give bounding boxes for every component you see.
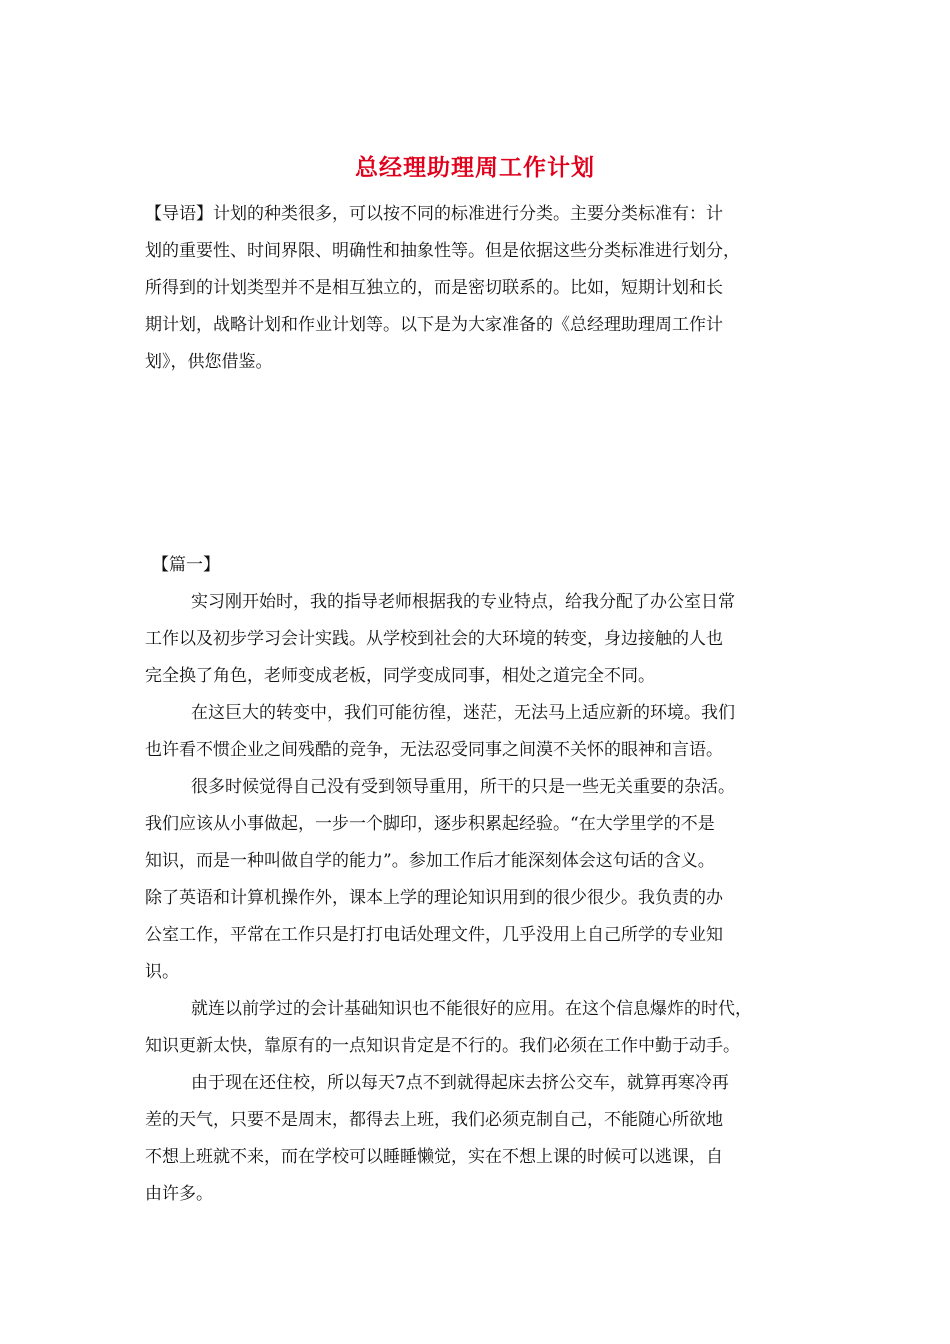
body-paragraph	[145, 991, 835, 1065]
intro-line: 【导语】计划的种类很多，可以按不同的标准进行分类。主要分类标准有：计	[145, 204, 723, 224]
paragraph-line: 由于现在还住校，所以每天7点不到就得起床去挤公交车，就算再寒冷再	[191, 1073, 729, 1093]
paragraph-line: 知识，而是一种叫做自学的能力”。参加工作后才能深刻体会这句话的含义。	[145, 851, 715, 871]
section-one	[145, 547, 835, 1213]
paragraph-line: 在这巨大的转变中，我们可能彷徨，迷茫，无法马上适应新的环境。我们	[191, 703, 735, 723]
intro-line: 划的重要性、时间界限、明确性和抽象性等。但是依据这些分类标准进行划分，	[145, 241, 740, 261]
paragraph-line: 除了英语和计算机操作外，课本上学的理论知识用到的很少很少。我负责的办	[145, 888, 723, 908]
page-title: 总经理助理周工作计划	[355, 154, 595, 181]
intro-line: 所得到的计划类型并不是相互独立的，而是密切联系的。比如，短期计划和长	[145, 278, 723, 298]
section-heading: 【篇一】	[152, 555, 220, 575]
paragraph-line: 完全换了角色，老师变成老板，同学变成同事，相处之道完全不同。	[145, 666, 655, 686]
paragraph-line: 知识更新太快，靠原有的一点知识肯定是不行的。我们必须在工作中勤于动手。	[145, 1036, 740, 1056]
body-paragraph	[145, 695, 835, 769]
paragraph-line: 不想上班就不来，而在学校可以睡睡懒觉，实在不想上课的时候可以逃课，自	[145, 1147, 723, 1167]
paragraph-line: 我们应该从小事做起，一步一个脚印，逐步积累起经验。“在大学里学的不是	[145, 814, 715, 834]
paragraph-line: 由许多。	[145, 1184, 213, 1204]
paragraph-line: 实习刚开始时，我的指导老师根据我的专业特点，给我分配了办公室日常	[191, 592, 735, 612]
intro-line: 划》，供您借鉴。	[145, 352, 273, 372]
intro-line: 期计划，战略计划和作业计划等。以下是为大家准备的《总经理助理周工作计	[145, 315, 723, 335]
paragraph-line: 很多时候觉得自己没有受到领导重用，所干的只是一些无关重要的杂活。	[191, 777, 735, 797]
paragraph-line: 公室工作，平常在工作只是打打电话处理文件，几乎没用上自己所学的专业知	[145, 925, 723, 945]
body-paragraph	[145, 769, 835, 991]
body-paragraph	[145, 1065, 835, 1213]
paragraph-line: 识。	[145, 962, 179, 982]
paragraph-line: 工作以及初步学习会计实践。从学校到社会的大环境的转变，身边接触的人也	[145, 629, 723, 649]
paragraph-line: 就连以前学过的会计基础知识也不能很好的应用。在这个信息爆炸的时代，	[191, 999, 752, 1019]
intro-paragraph	[145, 196, 835, 381]
paragraph-line: 差的天气，只要不是周末，都得去上班，我们必须克制自己，不能随心所欲地	[145, 1110, 723, 1130]
paragraph-line: 也许看不惯企业之间残酷的竞争，无法忍受同事之间漠不关怀的眼神和言语。	[145, 740, 723, 760]
body-paragraph	[145, 584, 835, 695]
